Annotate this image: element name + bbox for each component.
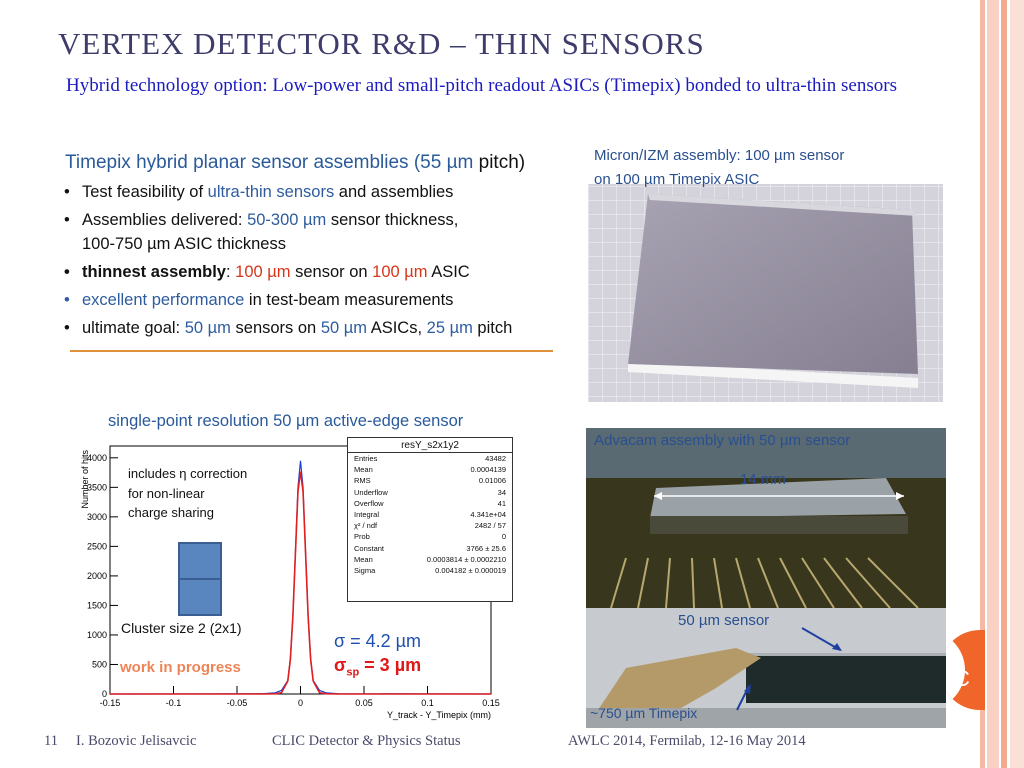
stats-key: Constant xyxy=(354,543,385,553)
stats-key: RMS xyxy=(354,476,371,486)
bullet-5: • ultimate goal: 50 µm sensors on 50 µm ASICs, 25 µm pitch xyxy=(64,316,564,340)
stripe-3 xyxy=(1001,0,1007,768)
stats-row xyxy=(348,520,512,531)
stats-value: 43482 xyxy=(485,454,506,463)
stats-value: 0.01006 xyxy=(478,476,506,486)
clic-logo xyxy=(940,630,985,710)
y-tick-label: 3500 xyxy=(86,482,107,493)
y-tick-label: 2500 xyxy=(86,541,107,552)
x-tick-label: -0.15 xyxy=(99,698,121,708)
sigma-sp-label: $\sigma_{sp} = 3$ µm xyxy=(334,655,422,679)
plot-title: single-point resolution 50 µm active-edge sensor xyxy=(108,412,464,430)
sensor-arrow xyxy=(800,625,845,655)
y-tick-label: 0 xyxy=(101,689,107,699)
slide-subtitle: Hybrid technology option: Low-power and small-pitch readout ASICs (Timepix) bonded to ultra-thin sensors xyxy=(66,75,897,96)
width-label: 14 mm xyxy=(740,471,786,488)
sensor-label: 50 µm sensor xyxy=(678,612,770,629)
x-tick-label: -0.1 xyxy=(165,698,182,708)
micron-caption-2: on 100 µm Timepix ASIC xyxy=(594,171,760,188)
stats-key: Prob xyxy=(354,532,370,542)
bullet-list xyxy=(64,180,564,344)
clic-logo-letter: C xyxy=(954,666,970,691)
bullet-2: • Assemblies delivered: 50-300 µm sensor thickness, 100-750 µm ASIC thickness xyxy=(64,208,564,256)
cluster-diagram xyxy=(178,542,222,616)
stats-row xyxy=(348,498,512,509)
advacam-caption: Advacam assembly with 50 µm sensor xyxy=(594,432,851,449)
y-axis-label: Number of hits xyxy=(80,450,90,509)
stats-value: 0.0004139 xyxy=(470,465,506,475)
x-tick-label: 0.15 xyxy=(482,698,500,708)
stats-value: 0.004182 ± 0.000019 xyxy=(435,565,506,575)
stats-row xyxy=(348,554,512,565)
stats-value: 41 xyxy=(497,498,506,508)
stats-row xyxy=(348,453,512,464)
stats-key: Integral xyxy=(354,509,380,519)
annotation-line-2: for non-linear xyxy=(128,485,205,501)
stats-key: χ² / ndf xyxy=(354,521,378,531)
y-tick-label: 500 xyxy=(91,659,107,670)
timepix-arrow xyxy=(735,682,755,712)
stats-value: 0 xyxy=(501,532,506,542)
sigma-label: σ = 4.2 µm xyxy=(334,631,422,651)
footer-author: I. Bozovic Jelisavcic xyxy=(76,733,197,749)
y-tick-label: 1500 xyxy=(86,600,107,611)
stats-row xyxy=(348,543,512,554)
stats-key: Entries xyxy=(354,454,378,463)
stats-key: Underflow xyxy=(354,487,388,497)
annotation xyxy=(128,464,247,523)
stats-value: 3766 ± 25.6 xyxy=(466,543,506,553)
y-tick-label: 2000 xyxy=(86,570,107,581)
box-heading xyxy=(65,152,525,174)
stats-row xyxy=(348,464,512,475)
footer-center: CLIC Detector & Physics Status xyxy=(272,733,461,749)
footer-right: AWLC 2014, Fermilab, 12-16 May 2014 xyxy=(568,733,806,749)
progress-label: work in progress xyxy=(120,659,241,676)
cluster-label: Cluster size 2 (2x1) xyxy=(121,620,242,636)
x-axis-label: Y_track - Y_Timepix (mm) xyxy=(386,710,491,720)
x-tick-label: -0.05 xyxy=(226,698,248,708)
stats-row xyxy=(348,531,512,542)
micron-caption-1: Micron/IZM assembly: 100 µm sensor xyxy=(594,147,845,164)
stats-key: Mean xyxy=(354,465,373,475)
box-heading-pitch: pitch) xyxy=(473,152,526,173)
stats-row xyxy=(348,475,512,486)
stripe-4 xyxy=(1010,0,1024,768)
bullet-4: • excellent performance in test-beam measurements xyxy=(64,288,564,312)
stats-value: 4.341e+04 xyxy=(470,509,506,519)
stats-key: Overflow xyxy=(354,498,384,508)
y-tick-label: 3000 xyxy=(86,511,107,522)
bullet-1: • Test feasibility of ultra-thin sensors and assemblies xyxy=(64,180,564,204)
annotation-line-1: includes η correction xyxy=(128,466,248,481)
stats-row xyxy=(348,565,512,576)
bullet-3: • thinnest assembly: 100 µm sensor on 100 µm ASIC xyxy=(64,260,564,284)
stripe-2 xyxy=(987,0,999,768)
y-tick-label: 4000 xyxy=(86,452,107,463)
stats-key: Sigma xyxy=(354,565,376,575)
stats-value: 0.0003814 ± 0.0002210 xyxy=(426,554,506,564)
stats-key: Mean xyxy=(354,554,373,564)
advacam-photo xyxy=(586,428,946,608)
box-heading-text: Timepix hybrid planar sensor assemblies (55 µm xyxy=(65,152,474,173)
footer-page: 11 xyxy=(44,733,58,749)
x-tick-label: 0.05 xyxy=(355,698,373,708)
stats-value: 2482 / 57 xyxy=(474,521,506,531)
x-tick-label: 0.1 xyxy=(421,698,434,708)
stats-title: resY_s2x1y2 xyxy=(348,438,512,453)
divider-line xyxy=(70,350,553,352)
y-tick-label: 1000 xyxy=(86,629,107,640)
x-tick-label: 0 xyxy=(297,698,304,708)
stats-row xyxy=(348,487,512,498)
stats-value: 34 xyxy=(497,487,506,497)
annotation-line-3: charge sharing xyxy=(128,505,214,520)
stats-box xyxy=(347,437,513,602)
slide-title: VERTEX DETECTOR R&D – THIN SENSORS xyxy=(58,26,705,61)
timepix-label: ~750 µm Timepix xyxy=(590,705,698,721)
stats-row xyxy=(348,509,512,520)
